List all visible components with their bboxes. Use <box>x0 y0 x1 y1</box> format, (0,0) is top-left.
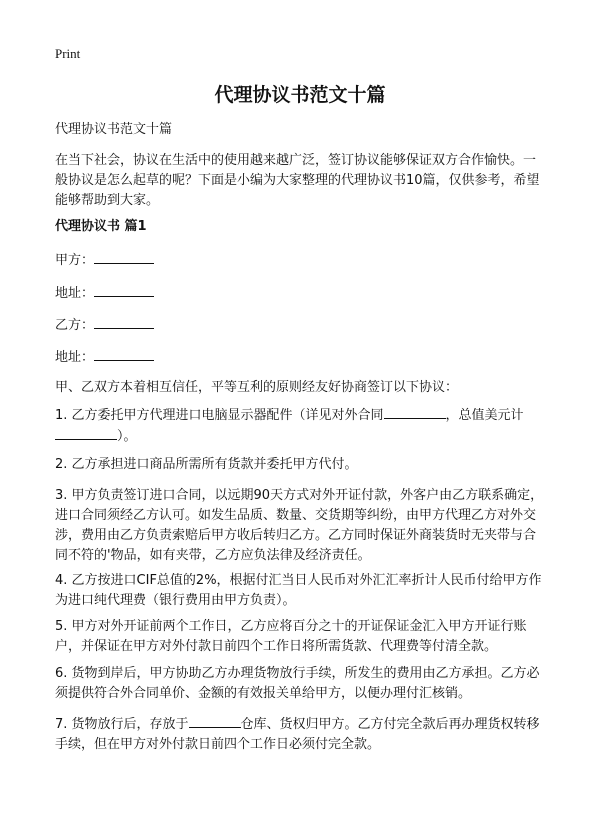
clause-5: 5. 甲方对外开证前两个工作日，乙方应将百分之十的开证保证金汇入甲方开证行账户，并保证在甲方对外付款日前四个工作日将所需货款、代理费等付清全款。 <box>55 619 527 654</box>
party-a-field <box>55 250 545 271</box>
total-value-blank <box>55 426 117 440</box>
address-a-blank <box>94 283 154 297</box>
address-b-field <box>55 347 545 368</box>
document-subtitle: 代理协议书范文十篇 <box>55 122 173 137</box>
clause-2: 2. 乙方承担进口商品所需所有货款并委托甲方代付。 <box>55 457 358 472</box>
party-b-blank <box>94 315 154 329</box>
clause-7-text-a: 7. 货物放行后，存放于 <box>55 717 189 732</box>
party-b-label: 乙方： <box>55 318 95 333</box>
clause-6: 6. 货物到岸后，甲方协助乙方办理货物放行手续，所发生的费用由乙方承担。乙方必须提供符合外合同单价、金额的有效报关单给甲方，以便办理付汇核销。 <box>55 666 540 701</box>
warehouse-blank <box>189 714 241 728</box>
address-b-label: 地址： <box>55 350 95 365</box>
print-link[interactable]: Print <box>55 46 81 61</box>
clause-1-text-b: ，总值美元计 <box>445 408 524 423</box>
intro-paragraph: 在当下社会，协议在生活中的使用越来越广泛，签订协议能够保证双方合作愉快。一般协议是怎么起草的呢？下面是小编为大家整理的代理协议书10篇，仅供参考，希望能够帮助到大家。 <box>55 153 540 208</box>
address-b-blank <box>94 347 154 361</box>
party-b-field <box>55 315 545 336</box>
party-a-blank <box>94 250 154 264</box>
clause-1-text-a: 1. 乙方委托甲方代理进口电脑显示器配件（详见对外合同 <box>55 408 384 423</box>
address-a-field <box>55 283 545 304</box>
clause-3: 3. 甲方负责签订进口合同，以远期90天方式对外开证付款，外客户由乙方联系确定，进口合同须经乙方认可。如发生品质、数量、交货期等纠纷，由甲方代理乙方对外交涉，费用由乙方负责索赔后甲方收后转归乙方。乙方同时保证外商装货时无夹带与合同不符的'物品，如有夹带，乙方应负法律及经济责任。 <box>55 488 544 563</box>
contract-number-blank <box>384 405 446 419</box>
address-a-label: 地址： <box>55 286 95 301</box>
agreement-intro: 甲、乙双方本着相互信任，平等互利的原则经友好协商签订以下协议： <box>55 380 459 395</box>
clause-7-text-b: 仓库、货权归甲方。乙方付完全款后再办理货权转移手续，但在甲方对外付款日前四个工作日必须付完全款。 <box>55 717 540 752</box>
clause-4: 4. 乙方按进口CIF总值的2%，根据付汇当日人民币对外汇汇率折计人民币付给甲方作为进口纯代理费（银行费用由甲方负责）。 <box>55 573 542 608</box>
page-title: 代理协议书范文十篇 <box>214 84 386 106</box>
clause-7 <box>55 714 545 755</box>
clause-1-text-c: ）。 <box>117 429 137 444</box>
clause-1 <box>55 405 545 447</box>
party-a-label: 甲方： <box>55 253 95 268</box>
section-heading: 代理协议书 篇1 <box>55 219 147 234</box>
